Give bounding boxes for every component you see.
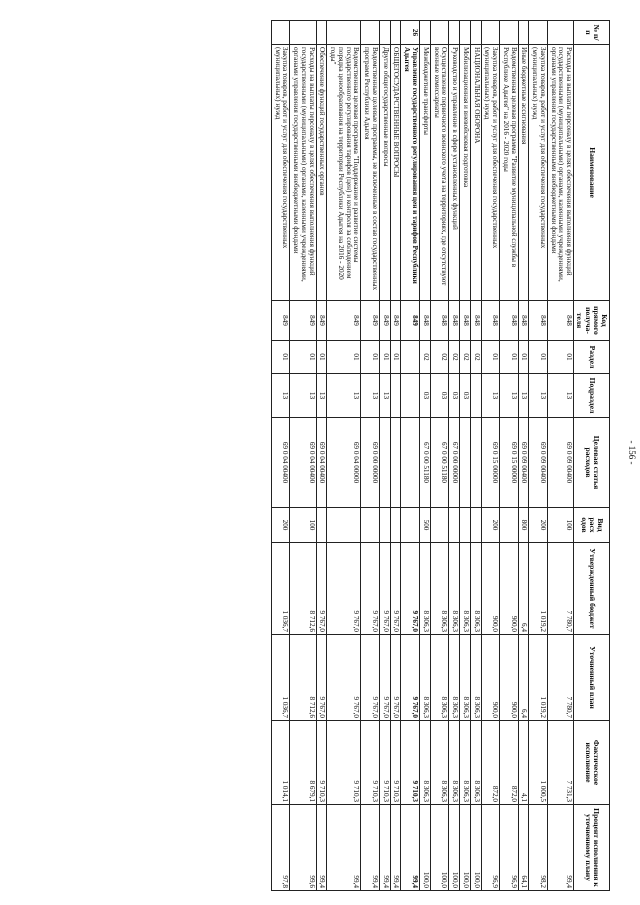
table-row — [271, 21, 290, 891]
row-actual-execution: 872,0 — [500, 721, 519, 805]
row-actual-execution: 7 731,3 — [547, 721, 573, 805]
row-actual-execution: 8 306,3 — [420, 721, 431, 805]
row-section: 01 — [361, 341, 380, 374]
row-subsection — [390, 374, 401, 418]
table-row — [460, 21, 471, 891]
row-number — [316, 21, 327, 45]
row-execution-percent: 99,4 — [379, 805, 390, 891]
row-expense-type — [500, 508, 519, 543]
row-actual-execution: 8 306,3 — [430, 721, 449, 805]
row-target-article — [470, 418, 481, 508]
row-section: 02 — [420, 341, 431, 374]
row-section: 01 — [547, 341, 573, 374]
row-expense-type — [470, 508, 481, 543]
row-revised-plan: 8 306,3 — [430, 635, 449, 721]
row-name: Обеспечение функций государственных органов — [316, 45, 327, 301]
header-execution-percent: Процент исполнения к уточненному плану — [574, 805, 610, 891]
budget-table — [271, 20, 610, 891]
row-subsection: 13 — [290, 374, 316, 418]
header-recipient-code: Код прямого получа-теля — [574, 301, 610, 341]
row-revised-plan: 8 306,3 — [470, 635, 481, 721]
row-name: Руководство и управление в сфере установленных функций — [449, 45, 460, 301]
row-section: 02 — [460, 341, 471, 374]
row-recipient-code: 848 — [500, 301, 519, 341]
row-approved-budget: 8 306,3 — [430, 543, 449, 635]
row-revised-plan: 8 712,6 — [290, 635, 316, 721]
row-approved-budget: 9 767,0 — [390, 543, 401, 635]
row-execution-percent: 99,4 — [327, 805, 361, 891]
row-expense-type — [449, 508, 460, 543]
row-recipient-code: 849 — [401, 301, 420, 341]
row-number — [449, 21, 460, 45]
row-subsection: 13 — [481, 374, 500, 418]
row-expense-type: 100 — [290, 508, 316, 543]
row-approved-budget: 1 019,2 — [529, 543, 548, 635]
row-actual-execution: 1 014,1 — [271, 721, 290, 805]
row-section: 01 — [481, 341, 500, 374]
row-section: 01 — [379, 341, 390, 374]
row-approved-budget: 6,4 — [518, 543, 529, 635]
row-actual-execution: 1 000,5 — [529, 721, 548, 805]
row-target-article: 69 0 04 00400 — [271, 418, 290, 508]
row-expense-type: 500 — [420, 508, 431, 543]
row-actual-execution: 9 710,3 — [316, 721, 327, 805]
header-actual-execution: Фактическое исполнение — [574, 721, 610, 805]
page-number: - 156 - — [627, 440, 637, 465]
row-execution-percent: 100,0 — [460, 805, 471, 891]
row-execution-percent: 97,8 — [271, 805, 290, 891]
row-target-article: 67 0 00 51180 — [430, 418, 449, 508]
row-expense-type: 800 — [518, 508, 529, 543]
row-section: 02 — [449, 341, 460, 374]
row-number — [518, 21, 529, 45]
row-name: ОБЩЕГОСУДАРСТВЕННЫЕ ВОПРОСЫ — [390, 45, 401, 301]
row-subsection: 13 — [547, 374, 573, 418]
row-subsection: 13 — [379, 374, 390, 418]
row-target-article — [401, 418, 420, 508]
row-section — [401, 341, 420, 374]
row-actual-execution: 9 710,3 — [361, 721, 380, 805]
row-name: Другие общегосударственные вопросы — [379, 45, 390, 301]
header-section: Раздел — [574, 341, 610, 374]
row-actual-execution: 9 710,3 — [390, 721, 401, 805]
row-revised-plan: 9 767,0 — [316, 635, 327, 721]
row-approved-budget: 9 767,0 — [316, 543, 327, 635]
row-approved-budget: 900,0 — [481, 543, 500, 635]
table-header-row — [574, 21, 610, 891]
row-name: Расходы на выплаты персоналу в целях обеспечения выполнения функций государственными (муниципальными) органами, казенными учреждениями, органами управления государственными внебюджетными фондами — [547, 45, 573, 301]
row-actual-execution: 8 306,3 — [449, 721, 460, 805]
row-target-article — [460, 418, 471, 508]
row-recipient-code: 849 — [390, 301, 401, 341]
row-approved-budget: 7 780,7 — [547, 543, 573, 635]
row-name: НАЦИОНАЛЬНАЯ ОБОРОНА — [470, 45, 481, 301]
row-section: 01 — [529, 341, 548, 374]
row-revised-plan: 8 306,3 — [449, 635, 460, 721]
row-section: 01 — [390, 341, 401, 374]
row-section: 01 — [327, 341, 361, 374]
row-subsection: 03 — [460, 374, 471, 418]
table-row — [500, 21, 519, 891]
header-number: № п/п — [574, 21, 610, 45]
row-actual-execution: 8 306,3 — [460, 721, 471, 805]
row-revised-plan: 900,0 — [481, 635, 500, 721]
row-target-article: 69 0 09 00400 — [547, 418, 573, 508]
row-section: 01 — [290, 341, 316, 374]
row-recipient-code: 848 — [529, 301, 548, 341]
row-expense-type: 200 — [529, 508, 548, 543]
row-subsection — [401, 374, 420, 418]
row-target-article: 69 0 09 00400 — [529, 418, 548, 508]
row-section: 02 — [430, 341, 449, 374]
row-name: Ведомственная целевая программа "Развитие муниципальной службы в Республике Адыгея" на 2016 - 2020 годы — [500, 45, 519, 301]
table-row — [518, 21, 529, 891]
row-target-article: 67 0 00 00000 — [449, 418, 460, 508]
row-subsection: 03 — [430, 374, 449, 418]
row-target-article: 69 0 15 00000 — [481, 418, 500, 508]
header-expense-type: Вид расх одов — [574, 508, 610, 543]
table-row — [529, 21, 548, 891]
row-expense-type — [390, 508, 401, 543]
table-row — [420, 21, 431, 891]
row-number — [460, 21, 471, 45]
row-actual-execution: 9 710,3 — [379, 721, 390, 805]
row-name: Мобилизационная и вневойсковая подготовка — [460, 45, 471, 301]
table-row — [481, 21, 500, 891]
row-section: 01 — [518, 341, 529, 374]
row-revised-plan: 7 780,7 — [547, 635, 573, 721]
row-revised-plan: 1 019,2 — [529, 635, 548, 721]
row-number — [547, 21, 573, 45]
header-name: Наименование — [574, 45, 610, 301]
row-target-article: 69 0 15 00000 — [500, 418, 519, 508]
row-subsection: 03 — [449, 374, 460, 418]
header-target-article: Целевая статья расходов — [574, 418, 610, 508]
row-approved-budget: 8 306,3 — [470, 543, 481, 635]
row-recipient-code: 849 — [290, 301, 316, 341]
row-number — [470, 21, 481, 45]
row-name: Закупка товаров, работ и услуг для обеспечения государственных (муниципальных) нужд — [529, 45, 548, 301]
row-target-article: 67 0 00 51180 — [420, 418, 431, 508]
row-number — [420, 21, 431, 45]
row-number — [390, 21, 401, 45]
table-row — [401, 21, 420, 891]
row-expense-type — [401, 508, 420, 543]
row-name: Закупка товаров, работ и услуг для обеспечения государственных (муниципальных) нужд — [271, 45, 290, 301]
table-row — [327, 21, 361, 891]
row-execution-percent: 99,4 — [361, 805, 380, 891]
row-number — [379, 21, 390, 45]
row-expense-type — [327, 508, 361, 543]
row-recipient-code: 848 — [470, 301, 481, 341]
row-target-article: 69 0 04 00400 — [316, 418, 327, 508]
row-target-article: 69 0 09 00400 — [518, 418, 529, 508]
row-number — [290, 21, 316, 45]
table-row — [379, 21, 390, 891]
row-number — [529, 21, 548, 45]
row-expense-type — [460, 508, 471, 543]
row-revised-plan: 8 306,3 — [420, 635, 431, 721]
row-expense-type — [361, 508, 380, 543]
table-row — [470, 21, 481, 891]
row-approved-budget: 900,0 — [500, 543, 519, 635]
row-recipient-code: 849 — [271, 301, 290, 341]
row-approved-budget: 1 036,7 — [271, 543, 290, 635]
row-subsection: 13 — [500, 374, 519, 418]
row-approved-budget: 9 767,0 — [379, 543, 390, 635]
row-expense-type — [316, 508, 327, 543]
row-name: Закупка товаров, работ и услуг для обеспечения государственных (муниципальных) нужд — [481, 45, 500, 301]
row-revised-plan: 9 767,0 — [390, 635, 401, 721]
row-number: 26 — [401, 21, 420, 45]
row-execution-percent: 100,0 — [420, 805, 431, 891]
row-execution-percent: 99,6 — [290, 805, 316, 891]
row-execution-percent: 100,0 — [449, 805, 460, 891]
row-name: Межбюджетные трансферты — [420, 45, 431, 301]
row-number — [271, 21, 290, 45]
row-revised-plan: 9 767,0 — [327, 635, 361, 721]
row-subsection: 13 — [271, 374, 290, 418]
row-approved-budget: 8 306,3 — [449, 543, 460, 635]
row-number — [327, 21, 361, 45]
row-execution-percent: 99,4 — [401, 805, 420, 891]
row-subsection: 03 — [420, 374, 431, 418]
row-recipient-code: 848 — [547, 301, 573, 341]
row-actual-execution: 9 710,3 — [401, 721, 420, 805]
row-recipient-code: 849 — [316, 301, 327, 341]
row-expense-type: 200 — [481, 508, 500, 543]
row-revised-plan: 1 036,7 — [271, 635, 290, 721]
row-number — [500, 21, 519, 45]
row-name: Ведомственные целевые программы, не включенные в состав государственных программ Республики Адыгея — [361, 45, 380, 301]
row-execution-percent: 99,4 — [316, 805, 327, 891]
row-expense-type: 200 — [271, 508, 290, 543]
header-subsection: Подраздел — [574, 374, 610, 418]
row-recipient-code: 848 — [481, 301, 500, 341]
row-target-article: 69 0 00 00000 — [361, 418, 380, 508]
row-recipient-code: 848 — [460, 301, 471, 341]
table-row — [547, 21, 573, 891]
row-expense-type — [379, 508, 390, 543]
row-revised-plan: 9 767,0 — [361, 635, 380, 721]
row-subsection — [470, 374, 481, 418]
row-subsection: 13 — [316, 374, 327, 418]
row-execution-percent: 96,9 — [481, 805, 500, 891]
row-approved-budget: 8 712,6 — [290, 543, 316, 635]
row-actual-execution: 4,1 — [518, 721, 529, 805]
row-target-article — [390, 418, 401, 508]
row-name: Ведомственная целевая программа "Поддержание и развитие системы государственного регулирования тарифов (цен) и контроля за соблюдением порядка ценообразования на территории Республики Адыгея на 2016 - 2020 годы" — [327, 45, 361, 301]
table-row — [316, 21, 327, 891]
row-expense-type — [430, 508, 449, 543]
row-revised-plan: 9 767,0 — [401, 635, 420, 721]
row-subsection: 13 — [529, 374, 548, 418]
row-revised-plan: 8 306,3 — [460, 635, 471, 721]
row-number — [430, 21, 449, 45]
row-execution-percent: 100,0 — [470, 805, 481, 891]
row-recipient-code: 848 — [518, 301, 529, 341]
row-execution-percent: 98,2 — [529, 805, 548, 891]
row-execution-percent: 100,0 — [430, 805, 449, 891]
row-recipient-code: 848 — [449, 301, 460, 341]
row-execution-percent: 99,4 — [547, 805, 573, 891]
row-approved-budget: 9 767,0 — [327, 543, 361, 635]
row-section: 01 — [500, 341, 519, 374]
row-target-article: 69 0 04 00000 — [327, 418, 361, 508]
row-name: Иные бюджетные ассигнования — [518, 45, 529, 301]
row-recipient-code: 848 — [420, 301, 431, 341]
row-actual-execution: 8 679,1 — [290, 721, 316, 805]
row-actual-execution: 9 710,3 — [327, 721, 361, 805]
row-subsection: 13 — [361, 374, 380, 418]
row-target-article — [379, 418, 390, 508]
row-execution-percent: 96,9 — [500, 805, 519, 891]
row-subsection: 13 — [327, 374, 361, 418]
row-execution-percent: 64,1 — [518, 805, 529, 891]
row-expense-type: 100 — [547, 508, 573, 543]
table-row — [430, 21, 449, 891]
header-revised-plan: Уточненный план — [574, 635, 610, 721]
row-revised-plan: 900,0 — [500, 635, 519, 721]
row-subsection: 13 — [518, 374, 529, 418]
header-approved-budget: Утвержденный бюджет — [574, 543, 610, 635]
row-actual-execution: 872,0 — [481, 721, 500, 805]
row-execution-percent: 99,4 — [390, 805, 401, 891]
row-name: Осуществление первичного воинского учета на территориях, где отсутствуют военные комиссариаты — [430, 45, 449, 301]
row-number — [481, 21, 500, 45]
row-section: 02 — [470, 341, 481, 374]
row-target-article: 69 0 04 00400 — [290, 418, 316, 508]
row-name: Управление государственного регулирования цен и тарифов Республики Адыгея — [401, 45, 420, 301]
row-recipient-code: 849 — [327, 301, 361, 341]
table-row — [449, 21, 460, 891]
row-revised-plan: 9 767,0 — [379, 635, 390, 721]
row-recipient-code: 849 — [361, 301, 380, 341]
row-approved-budget: 9 767,0 — [361, 543, 380, 635]
row-approved-budget: 8 306,3 — [420, 543, 431, 635]
row-recipient-code: 849 — [379, 301, 390, 341]
row-approved-budget: 8 306,3 — [460, 543, 471, 635]
row-number — [361, 21, 380, 45]
row-recipient-code: 848 — [430, 301, 449, 341]
table-row — [361, 21, 380, 891]
row-name: Расходы на выплаты персоналу в целях обеспечения выполнения функций государственными (муниципальными) органами, казенными учреждениями, органами управления государственными внебюджетными фондами — [290, 45, 316, 301]
row-revised-plan: 6,4 — [518, 635, 529, 721]
table-row — [390, 21, 401, 891]
row-section: 01 — [316, 341, 327, 374]
table-row — [290, 21, 316, 891]
row-actual-execution: 8 306,3 — [470, 721, 481, 805]
row-section: 01 — [271, 341, 290, 374]
row-approved-budget: 9 767,0 — [401, 543, 420, 635]
